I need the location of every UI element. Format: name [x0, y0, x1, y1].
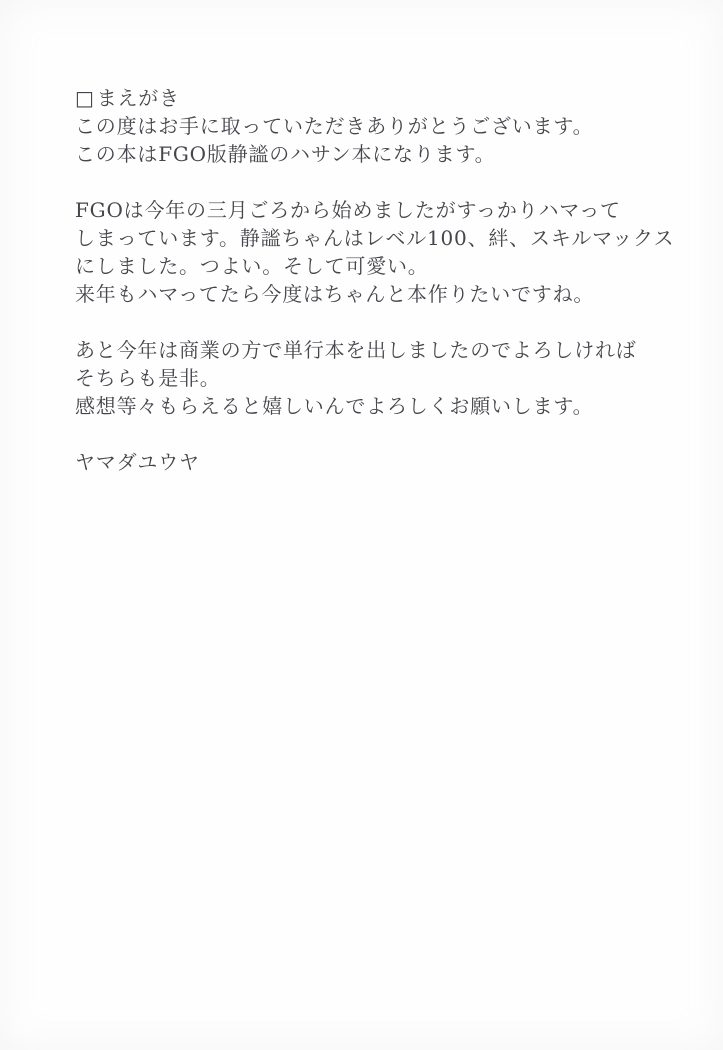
foreword-line: FGOは今年の三月ごろから始めましたがすっかりハマって	[75, 198, 621, 222]
foreword-line: あと今年は商業の方で単行本を出しましたのでよろしければ	[75, 338, 637, 362]
foreword-intro-paragraph	[75, 84, 655, 168]
section-square-marker-icon: □	[75, 86, 95, 110]
author-signature: ヤマダユウヤ	[75, 450, 200, 474]
foreword-line: この本はFGO版静謐のハサン本になります。	[75, 142, 496, 166]
foreword-commercial-paragraph	[75, 336, 655, 420]
foreword-line: しまっています。静謐ちゃんはレベル100、絆、スキルマックス	[75, 226, 675, 250]
foreword-line: この度はお手に取っていただきありがとうございます。	[75, 114, 594, 138]
foreword-line: そちらも是非。	[75, 366, 221, 390]
foreword-text-block	[75, 84, 675, 476]
signature-paragraph	[75, 448, 655, 476]
foreword-line: 感想等々もらえると嬉しいんでよろしくお願いします。	[75, 394, 594, 418]
foreword-fgo-paragraph	[75, 196, 675, 308]
foreword-line: にしました。つよい。そして可愛い。	[75, 254, 429, 278]
foreword-line: 来年もハマってたら今度はちゃんと本作りたいですね。	[75, 282, 595, 306]
foreword-heading-line	[75, 84, 655, 112]
foreword-heading: まえがき	[96, 86, 180, 110]
